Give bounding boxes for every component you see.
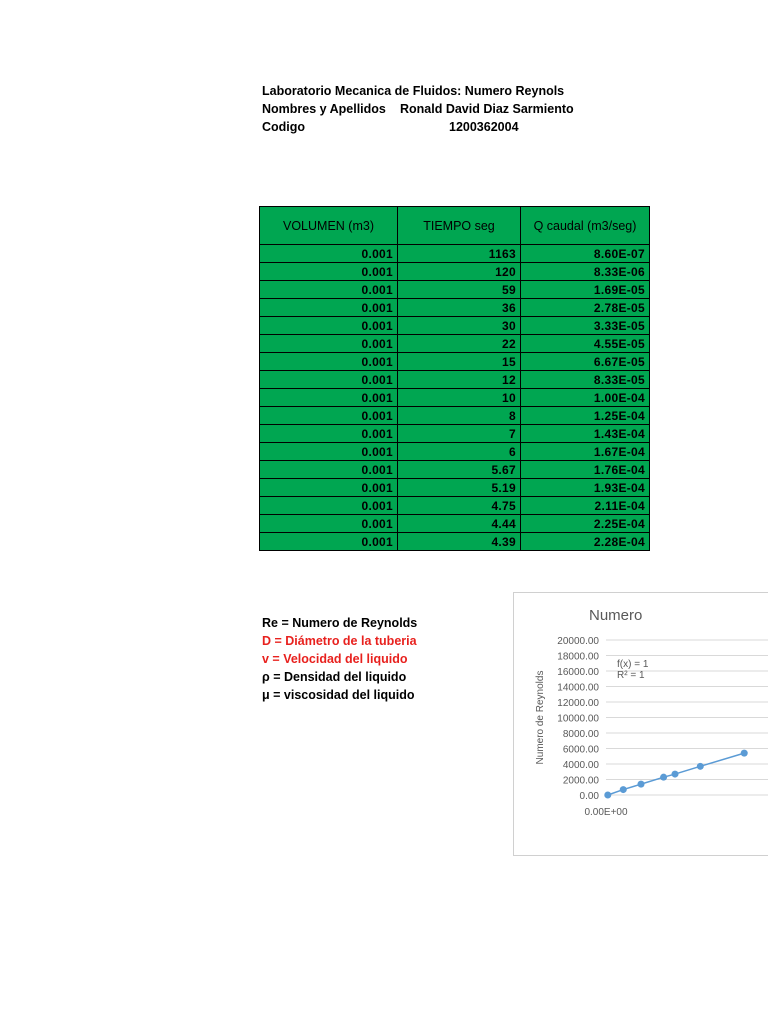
reynolds-chart-svg (514, 593, 768, 855)
volume-cell: 0.001 (260, 299, 398, 317)
legend-line: Re = Numero de Reynolds (262, 616, 418, 630)
legend-line: ρ = Densidad del liquido (262, 670, 407, 684)
table-row (260, 281, 650, 299)
table-row (260, 425, 650, 443)
volume-cell: 0.001 (260, 425, 398, 443)
time-cell: 22 (398, 335, 521, 353)
chart-title: Numero (589, 607, 643, 624)
volume-cell: 0.001 (260, 461, 398, 479)
time-cell: 1163 (398, 245, 521, 263)
y-tick-label: 10000.00 (557, 713, 599, 725)
y-tick-label: 0.00 (579, 791, 599, 802)
flow-cell: 8.33E-06 (521, 263, 650, 281)
flow-cell: 1.67E-04 (521, 443, 650, 461)
code-label: Codigo (262, 120, 306, 134)
table-row (260, 479, 650, 497)
table-row (260, 389, 650, 407)
flow-cell: 2.28E-04 (521, 533, 650, 551)
volume-cell: 0.001 (260, 281, 398, 299)
variable-legend (262, 614, 417, 704)
time-cell: 7 (398, 425, 521, 443)
time-cell: 4.75 (398, 497, 521, 515)
volume-cell: 0.001 (260, 263, 398, 281)
data-point (638, 781, 645, 788)
y-tick-label: 16000.00 (557, 667, 599, 678)
flow-cell: 1.69E-05 (521, 281, 650, 299)
legend-line: D = Diámetro de la tuberia (262, 634, 417, 648)
table-row (260, 353, 650, 371)
data-point (741, 750, 748, 757)
volume-cell: 0.001 (260, 515, 398, 533)
volume-column-header: VOLUMEN (m3) (260, 207, 398, 245)
data-point (620, 786, 627, 793)
legend-line: v = Velocidad del liquido (262, 652, 408, 666)
flow-cell: 8.60E-07 (521, 245, 650, 263)
time-cell: 12 (398, 371, 521, 389)
time-cell: 4.39 (398, 533, 521, 551)
volume-cell: 0.001 (260, 533, 398, 551)
table-row (260, 245, 650, 263)
reynolds-chart (513, 592, 768, 856)
table-row (260, 371, 650, 389)
volume-cell: 0.001 (260, 317, 398, 335)
table-row (260, 497, 650, 515)
y-tick-label: 2000.00 (562, 775, 599, 787)
volume-cell: 0.001 (260, 245, 398, 263)
table-row (260, 317, 650, 335)
flow-cell: 3.33E-05 (521, 317, 650, 335)
data-point (697, 763, 704, 770)
flow-cell: 1.76E-04 (521, 461, 650, 479)
flow-cell: 2.78E-05 (521, 299, 650, 317)
table-row (260, 263, 650, 281)
volume-cell: 0.001 (260, 407, 398, 425)
table-row (260, 299, 650, 317)
time-cell: 4.44 (398, 515, 521, 533)
time-cell: 5.67 (398, 461, 521, 479)
volume-cell: 0.001 (260, 443, 398, 461)
names-label: Nombres y Apellidos (262, 102, 386, 116)
time-column-header: TIEMPO seg (398, 207, 521, 245)
table-row (260, 461, 650, 479)
data-point (604, 792, 611, 799)
trendline-equation: f(x) = 1 (617, 659, 649, 670)
code-value: 1200362004 (449, 120, 519, 134)
flow-data-table (259, 206, 650, 551)
volume-cell: 0.001 (260, 389, 398, 407)
y-tick-label: 14000.00 (557, 682, 599, 694)
volume-cell: 0.001 (260, 335, 398, 353)
flow-cell: 6.67E-05 (521, 353, 650, 371)
time-cell: 30 (398, 317, 521, 335)
flow-cell: 1.00E-04 (521, 389, 650, 407)
volume-cell: 0.001 (260, 371, 398, 389)
time-cell: 36 (398, 299, 521, 317)
names-value: Ronald David Diaz Sarmiento (400, 102, 574, 116)
document-title: Laboratorio Mecanica de Fluidos: Numero Reynols (262, 84, 565, 98)
y-tick-label: 4000.00 (562, 760, 599, 771)
flow-cell: 2.25E-04 (521, 515, 650, 533)
table-row (260, 335, 650, 353)
time-cell: 15 (398, 353, 521, 371)
y-tick-label: 12000.00 (557, 698, 599, 709)
time-cell: 10 (398, 389, 521, 407)
table-body (260, 245, 650, 551)
flow-cell: 1.25E-04 (521, 407, 650, 425)
table-row (260, 443, 650, 461)
volume-cell: 0.001 (260, 353, 398, 371)
time-cell: 5.19 (398, 479, 521, 497)
flow-cell: 1.93E-04 (521, 479, 650, 497)
time-cell: 6 (398, 443, 521, 461)
table-row (260, 533, 650, 551)
trendline-r-squared: R² = 1 (617, 670, 645, 681)
time-cell: 59 (398, 281, 521, 299)
flow-cell: 4.55E-05 (521, 335, 650, 353)
flow-cell: 8.33E-05 (521, 371, 650, 389)
table-row (260, 515, 650, 533)
time-cell: 8 (398, 407, 521, 425)
flow-cell: 2.11E-04 (521, 497, 650, 515)
time-cell: 120 (398, 263, 521, 281)
legend-line: μ = viscosidad del liquido (262, 688, 415, 702)
y-tick-label: 20000.00 (557, 636, 599, 647)
data-point (660, 774, 667, 781)
volume-cell: 0.001 (260, 497, 398, 515)
table-header-row (260, 207, 650, 245)
flow-cell: 1.43E-04 (521, 425, 650, 443)
data-point (672, 771, 679, 778)
volume-cell: 0.001 (260, 479, 398, 497)
y-axis-label: Numero de Reynolds (535, 670, 546, 765)
y-tick-label: 18000.00 (557, 651, 599, 663)
y-tick-label: 6000.00 (562, 744, 599, 756)
flow-column-header: Q caudal (m3/seg) (521, 207, 650, 245)
x-tick-label: 0.00E+00 (584, 807, 628, 818)
table-row (260, 407, 650, 425)
y-tick-label: 8000.00 (562, 729, 599, 740)
